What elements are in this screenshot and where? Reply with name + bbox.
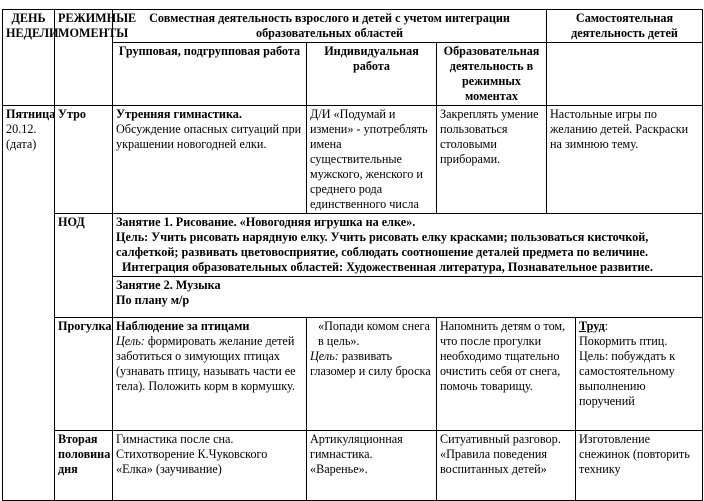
nod-lesson-1-integration: Интеграция образовательных областей: Художественная литература, Познавательное развитие. bbox=[122, 260, 653, 274]
header-empty bbox=[547, 43, 703, 106]
header-day: ДЕНЬ НЕДЕЛИ bbox=[3, 10, 55, 106]
nod-lesson-1-goal: Цель: Учить рисовать нарядную елку. Учить рисовать елку красками; пользоваться кисточкой, bbox=[116, 230, 649, 244]
walk-edu: Напомнить детям о том, что после прогулки необходимо тщательно очистить себя от снега, помочь товарищу. bbox=[437, 318, 576, 431]
walk-label: Прогулка bbox=[55, 318, 113, 431]
header-individual-work: Индивидуальная работа bbox=[307, 43, 437, 106]
header-independent: Самостоятельная деятельность детей bbox=[547, 10, 703, 43]
nod-lesson-2-plan: По плану м/р bbox=[116, 293, 190, 307]
walk-individual bbox=[307, 318, 437, 431]
morning-group-title: Утренняя гимнастика. bbox=[116, 107, 242, 121]
second-half-independent: Изготовление снежинок (повторить технику bbox=[576, 431, 703, 501]
second-half-individual: Артикуляционная гимнастика. «Варенье». bbox=[307, 431, 437, 501]
walk-independent-title: Труд bbox=[579, 319, 605, 333]
nod-label: НОД bbox=[55, 214, 113, 318]
header-joint-activity: Совместная деятельность взрослого и детей с учетом интеграции образовательных областей bbox=[113, 10, 547, 43]
nod-lesson-2-title: Занятие 2. Музыка bbox=[116, 278, 221, 292]
walk-group-title: Наблюдение за птицами bbox=[116, 319, 250, 333]
second-half-edu: Ситуативный разговор. «Правила поведения воспитанных детей» bbox=[437, 431, 576, 501]
day-date: 20.12. bbox=[6, 122, 37, 136]
day-cell bbox=[3, 106, 55, 501]
nod-lesson-1-goal-cont: салфеткой; развивать цветовосприятие, соблюдать соотношение деталей предмета по величине. bbox=[116, 245, 648, 259]
plan-table bbox=[2, 9, 703, 501]
day-name: Пятница bbox=[6, 107, 56, 121]
second-half-group: Гимнастика после сна. Стихотворение К.Чуковского «Елка» (заучивание) bbox=[113, 431, 307, 501]
nod-lesson-2 bbox=[113, 277, 703, 318]
day-date-note: (дата) bbox=[6, 137, 37, 151]
nod-lesson-1-title: Занятие 1. Рисование. «Новогодняя игрушка на елке». bbox=[116, 215, 416, 229]
morning-group bbox=[113, 106, 307, 214]
morning-independent: Настольные игры по желанию детей. Раскраски на зимнюю тему. bbox=[547, 106, 703, 214]
morning-individual: Д/И «Подумай и измени» - употреблять имена существительные мужского, женского и среднего рода единственного числа bbox=[307, 106, 437, 214]
walk-individual-text: развивать глазомер и силу броска bbox=[310, 349, 431, 378]
walk-independent-text: Покормить птиц. Цель: побуждать к самостоятельному выполнению поручений bbox=[579, 334, 676, 408]
header-regime: РЕЖИМНЫЕ МОМЕНТЫ bbox=[55, 10, 113, 106]
second-half-label: Вторая половина дня bbox=[55, 431, 113, 501]
nod-lesson-1 bbox=[113, 214, 703, 277]
walk-group-text: формировать желание детей заботиться о зимующих птицах (узнавать птицу, называть части ее тела). Положить корм в кормушку. bbox=[116, 334, 296, 393]
header-group-work: Групповая, подгрупповая работа bbox=[113, 43, 307, 106]
header-edu-activity: Образовательная деятельность в режимных моментах bbox=[437, 43, 547, 106]
morning-group-text: Обсуждение опасных ситуаций при украшении новогодней елки. bbox=[116, 122, 302, 151]
walk-individual-game: «Попади комом снега в цель». bbox=[318, 319, 430, 348]
walk-group bbox=[113, 318, 307, 431]
morning-edu: Закреплять умение пользоваться столовыми приборами. bbox=[437, 106, 547, 214]
morning-label: Утро bbox=[55, 106, 113, 214]
walk-independent: Труд: Покормить птиц. Цель: побуждать к самостоятельному выполнению поручений bbox=[576, 318, 703, 431]
walk-individual-goal-label: Цель: bbox=[310, 349, 339, 363]
walk-group-goal-label: Цель: bbox=[116, 334, 145, 348]
